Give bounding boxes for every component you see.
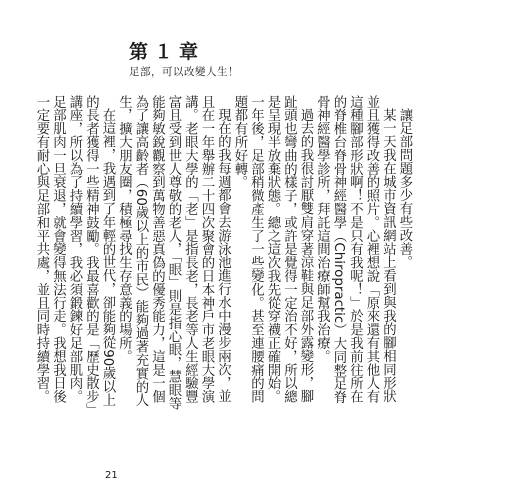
chapter-title: 第１章 xyxy=(129,41,205,63)
paragraph: 過去的我很討厭雙肩穿著涼鞋與足部外露變形，腳趾頭也彎曲的樣子，或許是覺得一定治不好，所以總是呈現半放棄狀態。總之這次我先從穿襪正確開始。一年後，足部稍微產生了一些變化。甚至連腰痛的問題都有所好轉。 xyxy=(232,95,313,404)
chapter-subtitle: 足部，可以改變人生！ xyxy=(129,66,239,78)
paragraph: 在這裡，我遇到了年輕的世代，卻能夠從90歲以上的長者獲得一些精神鼓勵。我最喜歡的是「歷史散步」講座，所以為了持續學習，我必須鍛鍊好足部肌肉。足部肌肉一旦衰退，就會變得無法行走。我想我日後一定要有耐心與足部和平共處，並且同時持續學習。 xyxy=(34,95,115,410)
paragraph: 某一天我在城市資訊網站上看到與我的腳相同形狀並且獲得改善的照片。心裡想說「原來還有其他人有這種腳部形狀啊！不是只有我呢！」於是我前往所在的脊椎台脊骨神經醫學（Chiropractic）大同整足脊骨神經醫學診所，拜託這間治療師幫我治療。 xyxy=(314,95,396,404)
body-text xyxy=(34,95,412,415)
paragraph: 讓足部問題多少有些改善。 xyxy=(397,108,412,270)
paragraph: 現在的我每週都會去游泳池進行水中漫步兩次，並且在一年舉辦二十四次聚會的日本神戶市老眼大學演講。老眼大學的「老」是指長老，長老等人生經驗豐富且受到世人尊敬的老人，「眼」則是指心眼，慧眼等能夠敏銳觀察到萬物善惡真偽的優秀能力，這是一個為了讓高齡者（60歲以上的市民）能夠過著充實的人生，擴大朋友圈，積極尋找生存意義的場所。 xyxy=(116,95,231,410)
page-number: 21 xyxy=(105,470,118,481)
